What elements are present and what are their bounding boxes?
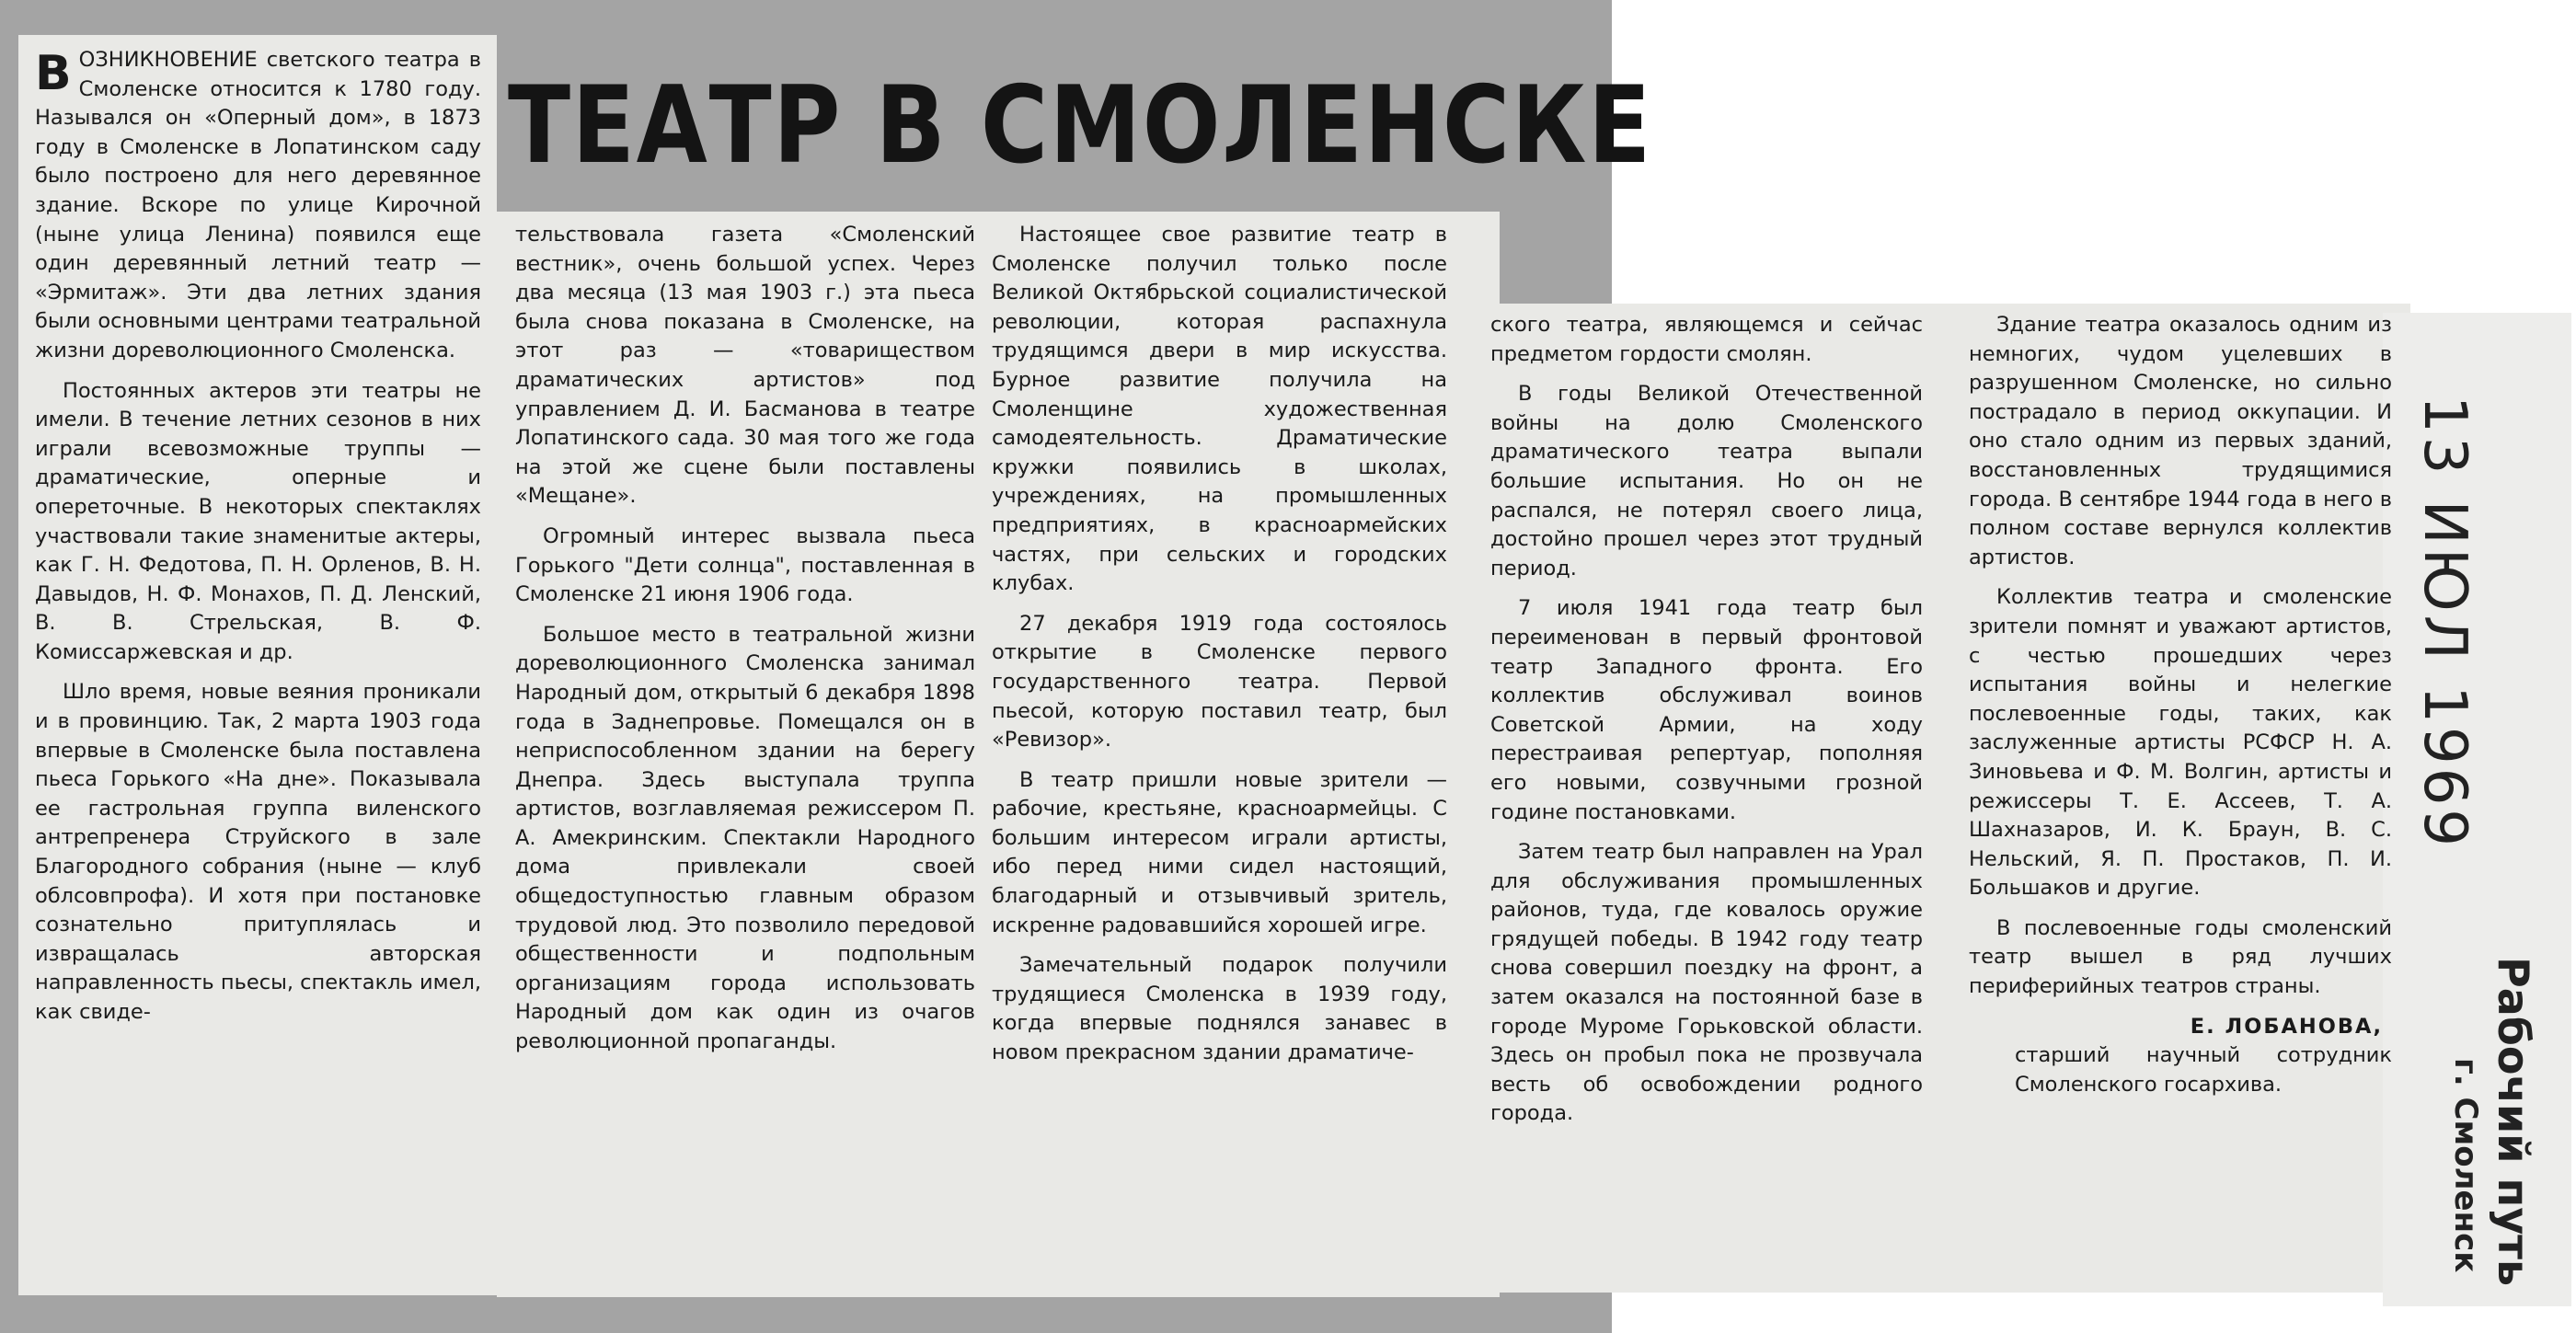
- article-column-2: [515, 221, 975, 1068]
- paragraph: В театр пришли новые зрители — рабочие, крестьяне, красноармейцы. С большим интересом играли артисты, ибо перед ними сидел настоящий, благодарный и отзывчивый зритель, искренне радовавшийся хорошей игре.: [992, 767, 1447, 937]
- paragraph: ского театра, являющемся и сейчас предметом гордости смолян.: [1490, 313, 1923, 366]
- article-column-4: [1490, 311, 1923, 1140]
- paragraph: Постоянных актеров эти театры не имели. В течение летних сезонов в них играли всевозможные труппы — драматические, оперные и опереточные. В некоторых спектаклях участвовали такие знаменитые актеры, как Г. Н. Федотова, П. Н. Орленов, В. Н. Давыдов, Н. Ф. Монахов, П. Д. Ленский, В. В. Стрельская, В. Ф. Комиссаржевская и др.: [35, 378, 481, 664]
- article-column-5: [1969, 311, 2392, 1099]
- article-headline: ТЕАТР В СМОЛЕНСКЕ: [508, 63, 1653, 188]
- paragraph: [35, 46, 481, 366]
- paragraph: Замечательный подарок получили трудящиеся Смоленска в 1939 году, когда впервые поднялся занавес в новом прекрасном здании драматиче-: [992, 953, 1447, 1065]
- paragraph: Шло время, новые веяния проникали и в провинцию. Так, 2 марта 1903 года впервые в Смоленске была поставлена пьеса Горького «На дне». Показывала ее гастрольная группа виленского антрепренера Струйского в зале Благородного собрания (ныне — клуб облсовпрофа). И хотя при постановке сознательно притуплялась и извращалась авторская направленность пьесы, спектакль имел, как свиде-: [35, 680, 481, 1024]
- stamp-source: Рабочий путь: [2489, 957, 2538, 1287]
- paragraph: Затем театр был направлен на Урал для обслуживания промышленных районов, туда, где ковалось оружие грядущей победы. В 1942 году театр снова совершил поездку на фронт, а затем оказался на постоянной базе в городе Муроме Горьковской области. Здесь он пробыл пока не прозвучала весть об освобождении родного города.: [1490, 840, 1923, 1126]
- paragraph: 7 июля 1941 года театр был переименован в первый фронтовой театр Западного фронта. Его коллектив обслуживал воинов Советской Армии, на ходу перестраивая репертуар, пополняя его новыми, созвучными грозной године постановками.: [1490, 596, 1923, 824]
- paragraph: Огромный интерес вызвала пьеса Горького "Дети солнца", поставленная в Смоленске 21 июня 1906 года.: [515, 523, 975, 607]
- author-title: старший научный сотрудник Смоленского госархива.: [2015, 1043, 2392, 1097]
- paragraph: Здание театра оказалось одним из немногих, чудом уцелевших в разрушенном Смоленске, но сильно пострадало в период оккупации. И оно стало одним из первых зданий, восстановленных трудящимися города. В сентябре 1944 года в него в полном составе вернулся коллектив артистов.: [1969, 313, 2392, 569]
- paragraph: Настоящее свое развитие театр в Смоленске получил только после Великой Октябрьской социалистической революции, которая распахнула трудящимся двери в мир искусства. Бурное развитие получила на Смоленщине художественная самодеятельность. Драматические кружки появились в школах, учреждениях, на промышленных предприятиях, в красноармейских частях, при сельских и городских клубах.: [992, 223, 1447, 596]
- stamp-city: г. Смоленск: [2447, 1058, 2484, 1273]
- paragraph: В годы Великой Отечественной войны на долю Смоленского драматического театра выпали большие испытания. Но он не распался, не потерял своего лица, достойно прошел через этот трудный период.: [1490, 382, 1923, 580]
- paragraph: тельствовала газета «Смоленский вестник», очень большой успех. Через два месяца (13 мая 1903 г.) эта пьеса была снова показана в Смоленске, на этот раз — «товариществом драматических артистов» под управлением Д. И. Басманова в театре Лопатинского сада. 30 мая того же года на этой же сцене были поставлены «Мещане».: [515, 223, 975, 509]
- article-column-1: [35, 46, 481, 1039]
- paragraph: В послевоенные годы смоленский театр вышел в ряд лучших периферийных театров страны.: [1969, 915, 2392, 999]
- paragraph: 27 декабря 1919 года состоялось открытие в Смоленске первого государственного театра. Первой пьесой, которую поставил театр, был «Ревизор».: [992, 611, 1447, 753]
- author-name: Е. ЛОБАНОВА,: [2190, 1014, 2383, 1039]
- article-column-3: [992, 221, 1447, 1079]
- paragraph: Коллектив театра и смоленские зрители помнят и уважают артистов, с честью прошедших через испытания войны и нелегкие послевоенные годы, таких, как заслуженные артисты РСФСР Н. А. Зиновьева и Ф. М. Волгин, артисты и режиссеры Т. Е. Ассеев, Т. А. Шахназаров, И. К. Браун, В. С. Нельский, Я. П. Простаков, П. И. Большаков и другие.: [1969, 585, 2392, 901]
- author-signature: [1969, 1013, 2392, 1100]
- paragraph: Большое место в театральной жизни дореволюционного Смоленска занимал Народный дом, открытый 6 декабря 1898 года в Заднепровье. Помещался он в неприспособленном здании на берегу Днепра. Здесь выступала труппа артистов, возглавляемая режиссером П. А. Амекринским. Спектакли Народного дома привлекали своей общедоступностью главным образом трудовой люд. Это позволило передовой общественности и подпольным организациям города использовать Народный дом как один из очагов революционной пропаганды.: [515, 622, 975, 1054]
- paragraph-text: ОЗНИКНОВЕНИЕ светского театра в Смоленске относится к 1780 году. Назывался он «Оперный дом», в 1873 году в Смоленске в Лопатинском саду было построено для него деревянное здание. Вскоре по улице Кирочной (ныне улица Ленина) появился еще один деревянный летний театр — «Эрмитаж». Эти два летних здания были основными центрами театральной жизни дореволюционного Смоленска.: [35, 48, 481, 362]
- stamp-date: 13 ИЮЛ 1969: [2410, 396, 2478, 851]
- drop-cap: В: [35, 46, 72, 101]
